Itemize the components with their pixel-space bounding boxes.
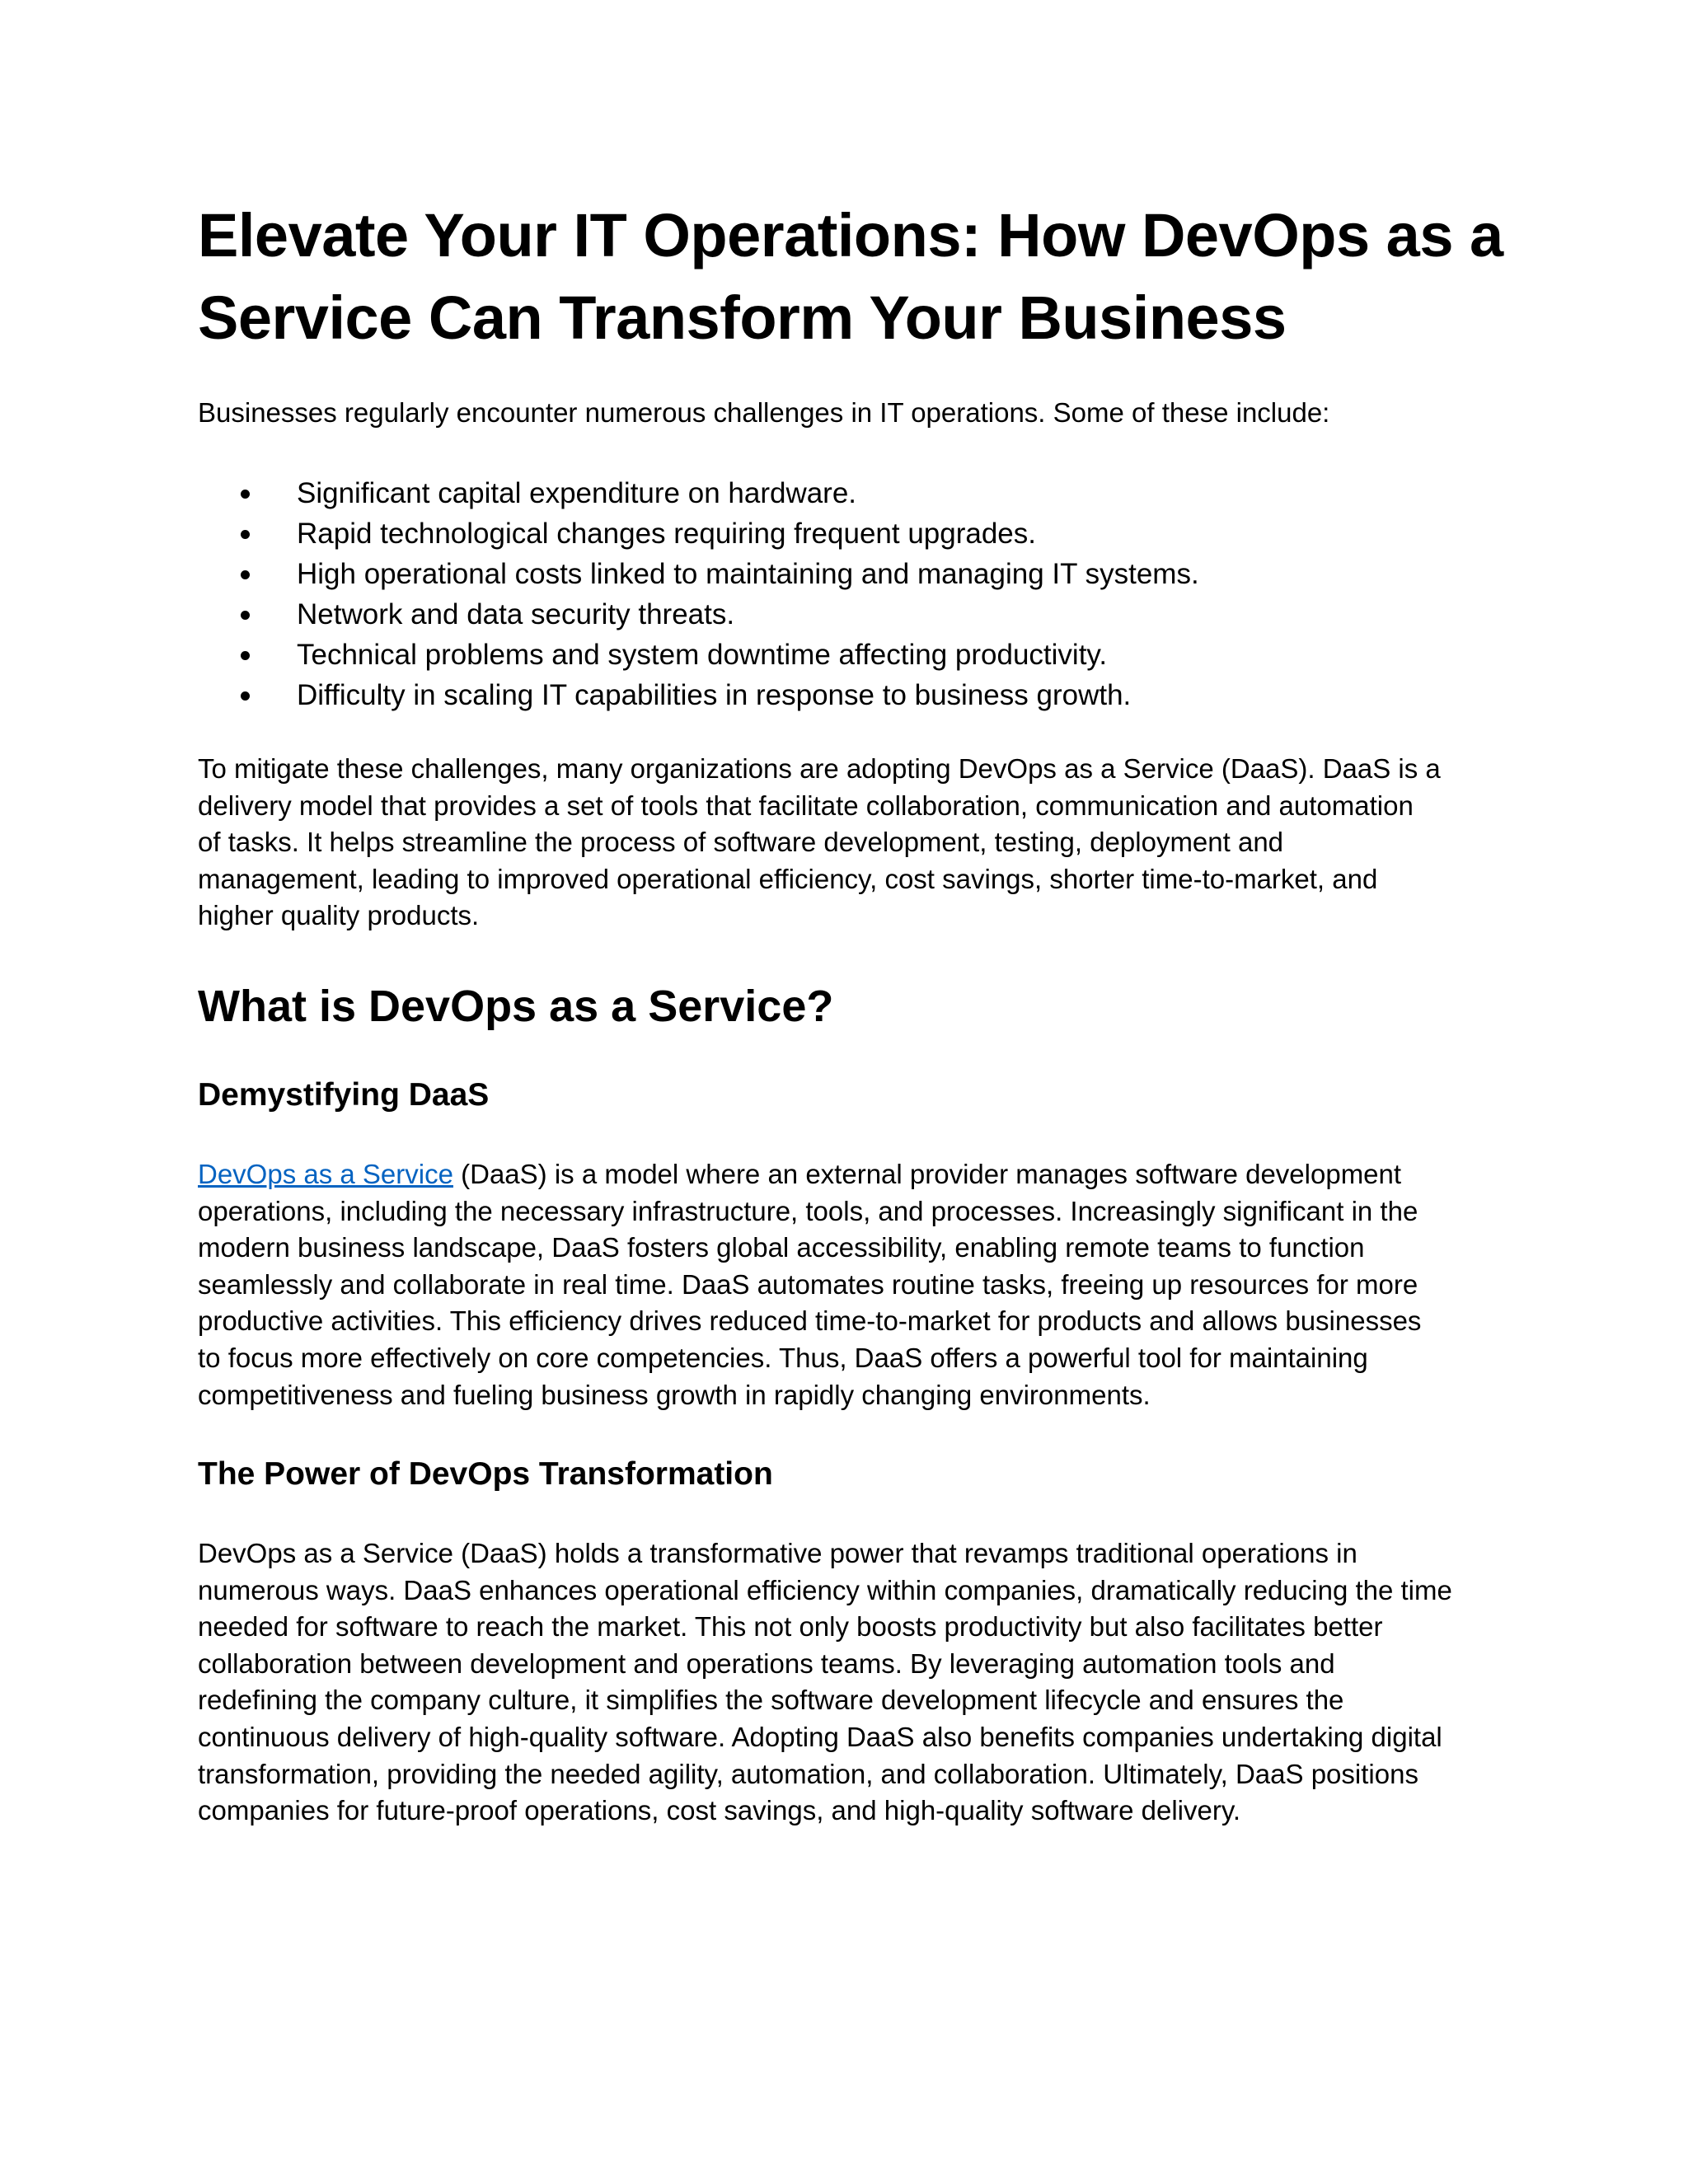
subheading-demystifying: Demystifying DaaS xyxy=(198,1077,490,1113)
paragraph-line: collaboration between development and operations teams. By leveraging automation tools and xyxy=(198,1647,1335,1679)
paragraph-line: to focus more effectively on core competencies. Thus, DaaS offers a powerful tool for maintaining xyxy=(198,1342,1368,1373)
paragraph-line: transformation, providing the needed agility, automation, and collaboration. Ultimately, DaaS positions xyxy=(198,1758,1418,1789)
bullet-icon xyxy=(241,570,250,579)
list-item xyxy=(198,635,1199,675)
bullet-icon xyxy=(241,691,250,701)
paragraph-line: delivery model that provides a set of tools that facilitate collaboration, communication and automation xyxy=(198,790,1414,821)
daas-paragraph xyxy=(198,1156,1508,1413)
list-item xyxy=(198,513,1199,554)
paragraph-line: needed for software to reach the market. This not only boosts productivity but also facilitates better xyxy=(198,1611,1383,1643)
section-heading-daas: What is DevOps as a Service? xyxy=(198,982,834,1031)
power-paragraph xyxy=(198,1535,1508,1830)
list-item-text: Network and data security threats. xyxy=(297,598,735,630)
list-item-text: High operational costs linked to maintaining and managing IT systems. xyxy=(297,558,1199,590)
list-item-text: Significant capital expenditure on hardware. xyxy=(297,477,857,509)
paragraph-line: operations, including the necessary infrastructure, tools, and processes. Increasingly significant in the xyxy=(198,1195,1418,1226)
intro-paragraph: Businesses regularly encounter numerous challenges in IT operations. Some of these include: xyxy=(198,397,1330,428)
paragraph-line xyxy=(198,1156,1508,1193)
bullet-icon xyxy=(241,651,250,660)
paragraph-line: modern business landscape, DaaS fosters global accessibility, enabling remote teams to function xyxy=(198,1232,1365,1263)
paragraph-line: continuous delivery of high-quality software. Adopting DaaS also benefits companies undertaking digital xyxy=(198,1721,1442,1752)
list-item-text: Technical problems and system downtime affecting productivity. xyxy=(297,639,1108,671)
paragraph-line: management, leading to improved operational efficiency, cost savings, shorter time-to-market, and xyxy=(198,863,1378,894)
paragraph-line: To mitigate these challenges, many organizations are adopting DevOps as a Service (DaaS). DaaS is a xyxy=(198,753,1441,784)
paragraph-line: competitiveness and fueling business growth in rapidly changing environments. xyxy=(198,1379,1151,1410)
list-item xyxy=(198,554,1199,594)
paragraph-line: companies for future-proof operations, cost savings, and high-quality software delivery. xyxy=(198,1795,1241,1826)
paragraph-line: DevOps as a Service (DaaS) holds a transformative power that revamps traditional operations in xyxy=(198,1538,1357,1568)
bullet-icon xyxy=(241,490,250,499)
paragraph-line: higher quality products. xyxy=(198,900,480,931)
page-title xyxy=(198,194,1533,359)
paragraph-line: productive activities. This efficiency drives reduced time-to-market for products and allows businesses xyxy=(198,1305,1422,1337)
devops-as-a-service-link[interactable]: DevOps as a Service xyxy=(198,1159,453,1189)
subheading-power: The Power of DevOps Transformation xyxy=(198,1456,773,1492)
list-item-text: Rapid technological changes requiring frequent upgrades. xyxy=(297,518,1036,550)
list-item-text: Difficulty in scaling IT capabilities in response to business growth. xyxy=(297,679,1132,711)
paragraph-line: numerous ways. DaaS enhances operational efficiency within companies, dramatically reducing the time xyxy=(198,1574,1452,1605)
list-item xyxy=(198,594,1199,635)
list-item xyxy=(198,675,1199,715)
bullet-icon xyxy=(241,530,250,539)
bullet-icon xyxy=(241,611,250,620)
list-item xyxy=(198,473,1199,513)
paragraph-line: redefining the company culture, it simplifies the software development lifecycle and ensures the xyxy=(198,1685,1344,1716)
paragraph-line: seamlessly and collaborate in real time. DaaS automates routine tasks, freeing up resources for more xyxy=(198,1268,1418,1300)
mitigate-paragraph xyxy=(198,751,1508,935)
challenges-list xyxy=(198,473,1199,715)
title-line-1: Elevate Your IT Operations: How DevOps as a xyxy=(198,201,1503,269)
paragraph-line-rest: (DaaS) is a model where an external provider manages software development xyxy=(452,1159,1402,1189)
title-line-2: Service Can Transform Your Business xyxy=(198,284,1287,352)
paragraph-line: of tasks. It helps streamline the process of software development, testing, deployment and xyxy=(198,827,1284,858)
